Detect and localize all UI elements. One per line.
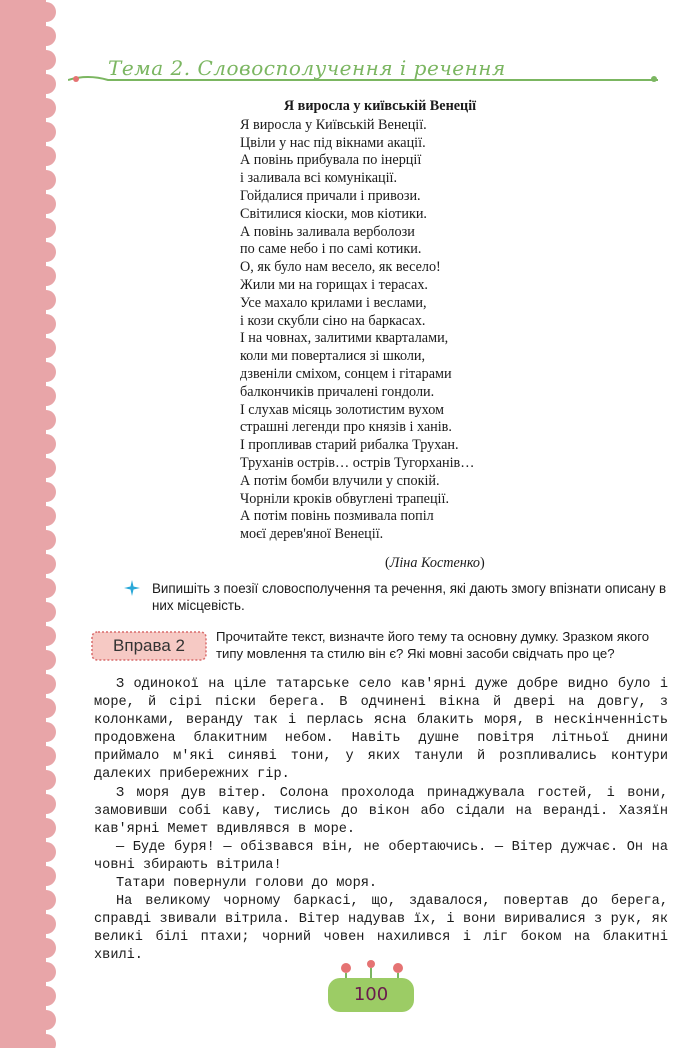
scallop-shape (36, 50, 56, 70)
scallop-shape (36, 602, 56, 622)
scallop-shape (36, 242, 56, 262)
scallop-shape (36, 722, 56, 742)
page-number: 100 (328, 978, 414, 1012)
decorative-side-strip (0, 0, 58, 1048)
scallop-shape (36, 122, 56, 142)
prose-paragraph: Татари повернули голови до моря. (116, 876, 378, 892)
scallop-shape (36, 26, 56, 46)
poem-lines (240, 117, 540, 544)
scallop-shape (36, 266, 56, 286)
poem-line: І на човнах, залитими кварталами, (240, 330, 449, 347)
task-text: Випишіть з поезії словосполучення та речення, які дають змогу впізнати описану в них місцевість. (152, 581, 667, 613)
scallop-shape (36, 194, 56, 214)
poem-line: Труханів острів… острів Тугорханів… (240, 454, 475, 471)
task-star-icon (124, 580, 140, 596)
poem-line: А повінь прибувала по інерції (240, 152, 422, 169)
poem-line: Жили ми на горищах і терасах. (240, 276, 428, 293)
poem-line: і заливала всі комунікації. (240, 170, 398, 187)
scallop-shape (36, 218, 56, 238)
scallop-shape (36, 530, 56, 550)
header-title: Тема 2. Словосполучення і речення (108, 56, 506, 80)
scallop-shape (36, 386, 56, 406)
scallop-shape (36, 458, 56, 478)
poem-author: (Ліна Костенко) (385, 555, 485, 571)
scallop-shape (36, 506, 56, 526)
exercise-badge (90, 630, 208, 662)
page-number-decoration (316, 958, 426, 1028)
exercise-instruction: Прочитайте текст, визначте його тему та основну думку. Зразком якого типу мовлення та стилю він є? Які мовні засоби свідчать про це? (216, 629, 650, 661)
poem-line: І пропливав старий рибалка Трухан. (240, 437, 459, 454)
scallop-shape (36, 770, 56, 790)
prose-paragraph: На великому чорному баркасі, що, здавалося, повертав до берега, справді звивали вітрила. Вітер надував їх, і вони виривалися з рук, як великі білі птахи; чорний човен нахилився і ліг боком на блакитні хвилі. (94, 894, 668, 964)
scallop-shape (36, 962, 56, 982)
poem-line: Чорніли кроків обвуглені трапеції. (240, 490, 449, 507)
scallop-shape (36, 170, 56, 190)
poem-line: Усе махало крилами і веслами, (240, 294, 427, 311)
poem-line: Я виросла у Київській Венеції. (240, 116, 427, 133)
poem-title: Я виросла у київській Венеції (283, 98, 477, 114)
scallop-shape (36, 698, 56, 718)
poem-line: А потім повінь позмивала попіл (240, 508, 434, 525)
poem-line: Цвіли у нас під вікнами акації. (240, 134, 426, 151)
poem-line: дзвеніли сміхом, сонцем і гітарами (240, 365, 452, 382)
scallop-shape (36, 746, 56, 766)
scallop-shape (36, 866, 56, 886)
poem-line: балкончиків причалені гондоли. (240, 383, 435, 400)
scallop-shape (36, 794, 56, 814)
scallop-shape (36, 98, 56, 118)
prose-paragraph: З моря дув вітер. Солона прохолода принаджувала гостей, і вони, замовивши собі каву, тислись до вікон або сідали на веранді. Хазяїн кав'ярні Мемет вдивлявся в море. (94, 785, 668, 837)
poem-line: О, як було нам весело, як весело! (240, 259, 441, 276)
prose-paragraph: — Буде буря! — обізвався він, не обертаючись. — Вітер дужчає. Он на човні збирають вітрила! (94, 839, 668, 873)
poem-line: А повінь заливала верболози (240, 223, 415, 240)
scallop-shape (36, 482, 56, 502)
scallop-shape (36, 674, 56, 694)
poem-line: моєї дерев'яної Венеції. (240, 526, 384, 543)
scallop-shape (36, 818, 56, 838)
poem (240, 98, 540, 544)
scallop-shape (36, 410, 56, 430)
scallop-shape (36, 578, 56, 598)
scallop-shape (36, 434, 56, 454)
scallop-shape (36, 74, 56, 94)
scallop-shape (36, 938, 56, 958)
prose-paragraph: З одинокої на ціле татарське село кав'ярні дуже добре видно було і море, й сірі піски берега. В одчинені вікна й двері на довгу, з колонками, веранду так і перлась ясна блакить моря, в нескінченність продовжена блакитним небом. Навіть душне повітря літньої днини приймало м'які синяві тони, у яких танули й розпливались контури далеких прибережних гір. (94, 677, 668, 783)
poem-line: по саме небо і по самі котики. (240, 241, 422, 258)
scallop-shape (36, 1010, 56, 1030)
scallop-shape (36, 986, 56, 1006)
scallop-shape (36, 314, 56, 334)
exercise-label: Вправа 2 (113, 636, 185, 655)
scallop-shape (36, 554, 56, 574)
scallop-shape (36, 890, 56, 910)
poem-line: коли ми поверталися зі школи, (240, 348, 426, 365)
poem-line: І слухав місяць золотистим вухом (240, 401, 445, 418)
poem-line: і кози скубли сіно на баркасах. (240, 312, 426, 329)
scallop-shape (36, 290, 56, 310)
scallop-shape (36, 626, 56, 646)
scallop-shape (36, 650, 56, 670)
poem-line: А потім бомби влучили у спокій. (240, 472, 440, 489)
poem-author-name: Ліна Костенко (389, 555, 481, 571)
poem-line: страшні легенди про князів і ханів. (240, 419, 452, 436)
scallop-shape (36, 338, 56, 358)
poem-line: Світилися кіоски, мов кіотики. (240, 205, 427, 222)
prose-text (94, 676, 668, 966)
page-header (68, 52, 660, 88)
scallop-shape (36, 842, 56, 862)
scallop-shape (36, 2, 56, 22)
scallop-shape (36, 146, 56, 166)
poem-line: Гойдалися причали і привози. (240, 187, 421, 204)
scallop-shape (36, 362, 56, 382)
scallop-shape (36, 914, 56, 934)
